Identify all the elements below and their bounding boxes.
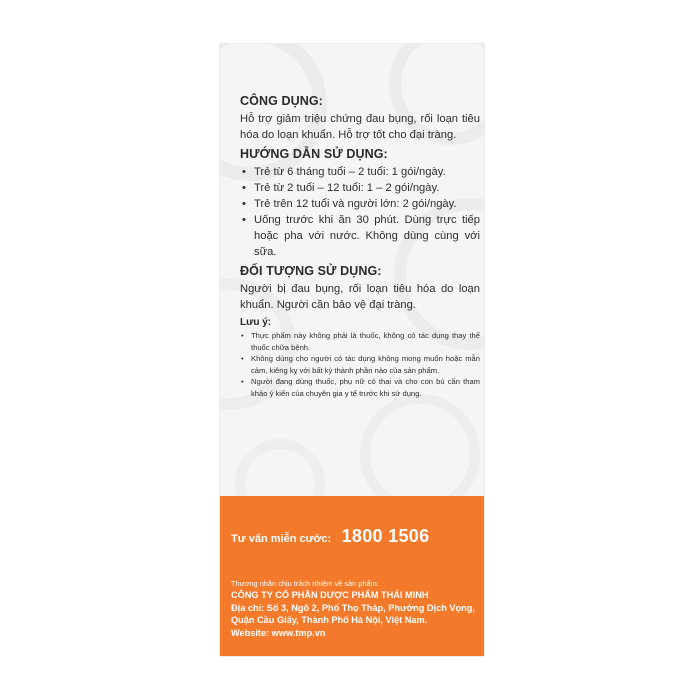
notes-title: Lưu ý: [240,317,272,328]
company-intro: Thương nhân chịu trách nhiệm về sản phẩm: [231,579,379,588]
target-title: ĐỐI TƯỢNG SỬ DỤNG: [240,264,382,278]
usage-list [240,164,480,260]
product-box-panel [220,44,484,656]
usage-section [240,147,480,260]
usage-item: • Trẻ từ 2 tuổi – 12 tuổi: 1 – 2 gói/ngày. [240,180,480,196]
hotline-label: Tư vấn miễn cước: [231,533,332,545]
hotline-number: 1800 1506 [341,526,430,546]
company-website: Website: www.tmp.vn [231,627,326,638]
benefits-text: Hỗ trợ giảm triệu chứng đau bụng, rối loạn tiêu hóa do loạn khuẩn. Hỗ trợ tốt cho đại tràng. [240,113,480,141]
benefits-title: CÔNG DỤNG: [240,94,323,108]
usage-item: • Uống trước khi ăn 30 phút. Dùng trực tiếp hoặc pha với nước. Không dùng cùng với sữa. [240,212,480,260]
usage-item: • Trẻ từ 6 tháng tuổi – 2 tuổi: 1 gói/ngày. [240,164,480,180]
benefits-section [240,94,480,143]
hotline [231,526,429,547]
usage-item: • Trẻ trên 12 tuổi và người lớn: 2 gói/ngày. [240,196,480,212]
notes-section [240,317,480,399]
company-info [231,578,481,639]
company-address: Địa chỉ: Số 3, Ngõ 2, Phố Thọ Tháp, Phường Dịch Vọng, Quận Cầu Giấy, Thành Phố Hà Nội, Việt Nam. [231,602,475,625]
orange-footer-band [220,496,484,656]
notes-list [240,330,480,399]
company-name: CÔNG TY CỔ PHẦN DƯỢC PHẨM THÁI MINH [231,590,429,600]
usage-title: HƯỚNG DẪN SỬ DỤNG: [240,147,388,161]
note-item: • Thực phẩm này không phải là thuốc, không có tác dụng thay thế thuốc chữa bệnh. [240,330,480,353]
note-item: • Người đang dùng thuốc, phụ nữ có thai và cho con bú cần tham khảo ý kiến của chuyên gia y tế trước khi sử dụng. [240,376,480,399]
target-section [240,264,480,313]
note-item: • Không dùng cho người có tác dụng không mong muốn hoặc mẫn cảm, kiêng kỵ với bất kỳ thành phần nào của sản phẩm. [240,353,480,376]
label-content [240,94,480,403]
target-text: Người bị đau bụng, rối loạn tiêu hóa do loạn khuẩn. Người cần bảo vệ đại tràng. [240,283,480,311]
